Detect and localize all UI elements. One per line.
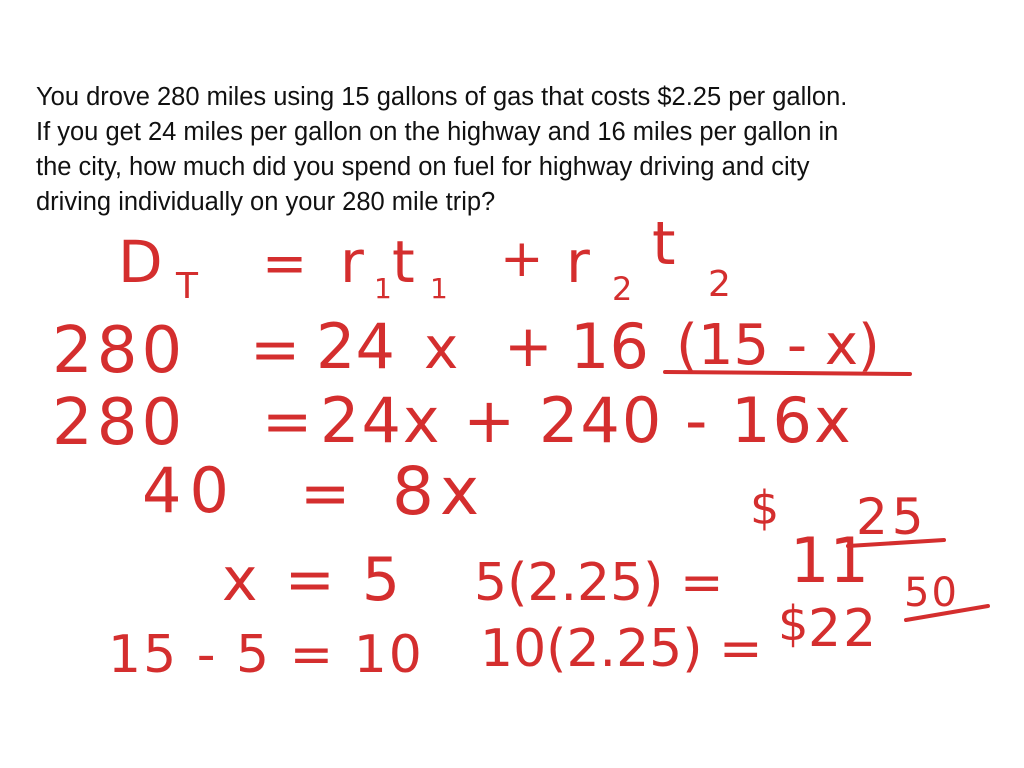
variable-x: x (424, 314, 459, 382)
work-line-2 (52, 310, 910, 388)
total-distance-value: 280 (52, 386, 187, 460)
distance-total: D (118, 228, 163, 296)
city-cost-expression: 10(2.25) = (480, 619, 763, 679)
city-gallons-expression: (15 - x) (676, 313, 880, 378)
rate-1: r (340, 228, 364, 296)
plus-sign: + (504, 312, 553, 380)
equals-sign: = (262, 387, 313, 457)
time-2: t (652, 209, 676, 279)
dollar-sign: $ (750, 481, 780, 535)
city-mpg: 16 (570, 310, 649, 383)
total-distance-value: 280 (52, 314, 187, 388)
rate-2: r (566, 228, 590, 296)
time-1-subscript: 1 (430, 272, 448, 305)
city-cost-cents: 50 (904, 570, 959, 616)
city-cost-dollars: 22 (808, 599, 879, 659)
rate-2-subscript: 2 (612, 270, 633, 308)
problem-line-2: If you get 24 miles per gallon on the highway and 16 miles per gallon in (36, 118, 839, 146)
highway-cost-expression: 5(2.25) = (474, 553, 724, 613)
subscript-t: T (176, 266, 198, 307)
equals-sign: = (262, 232, 308, 295)
city-gallons: 15 - 5 = 10 (108, 625, 424, 685)
solution-x: x = 5 (222, 545, 405, 615)
simplified-rhs: 8x (392, 453, 486, 530)
work-line-1 (118, 209, 731, 308)
problem-line-3: the city, how much did you spend on fuel for highway driving and city (36, 153, 810, 181)
time-1: t (392, 228, 415, 296)
highway-mpg: 24 (316, 310, 395, 383)
expanded-expression: 24x + 240 - 16x (320, 384, 853, 457)
problem-line-1: You drove 280 miles using 15 gallons of gas that costs $2.25 per gallon. (36, 83, 848, 111)
rate-1-subscript: 1 (374, 272, 392, 305)
underline (665, 372, 910, 374)
plus-sign: + (500, 229, 544, 289)
simplified-lhs: 40 (142, 454, 237, 527)
highway-cost-dollars: 11 (790, 524, 869, 597)
highway-cost-cents: 25 (856, 488, 928, 546)
dollar-sign: $ (778, 596, 809, 652)
work-line-4 (142, 453, 485, 530)
problem-line-4: driving individually on your 280 mile trip? (36, 188, 496, 216)
work-line-3 (52, 384, 853, 460)
time-2-subscript: 2 (708, 264, 731, 305)
equals-sign: = (300, 459, 351, 529)
equals-sign: = (250, 315, 301, 385)
